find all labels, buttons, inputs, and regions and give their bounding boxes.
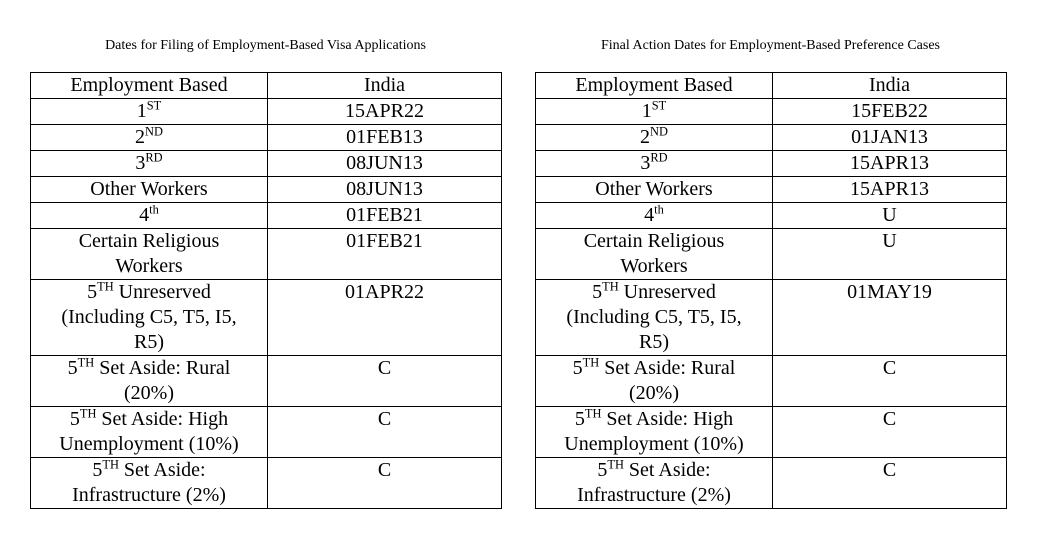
table-header-row [536, 73, 1007, 99]
category-cell: 3RD [31, 151, 268, 177]
category-cell: Other Workers [31, 177, 268, 203]
value-cell: C [268, 407, 502, 458]
column-header-india: India [773, 73, 1007, 99]
table-row [31, 458, 502, 509]
column-header-india: India [268, 73, 502, 99]
table-row [536, 407, 1007, 458]
table-row [536, 99, 1007, 125]
value-cell: 08JUN13 [268, 151, 502, 177]
final-action-dates-panel [535, 38, 1006, 509]
category-cell: 5TH Unreserved (Including C5, T5, I5, R5) [536, 280, 773, 356]
value-cell: C [773, 458, 1007, 509]
value-cell: 01MAY19 [773, 280, 1007, 356]
value-cell: U [773, 203, 1007, 229]
category-cell: 4th [31, 203, 268, 229]
filing-dates-title: Dates for Filing of Employment-Based Visa Applications [105, 38, 426, 53]
category-cell: Certain Religious Workers [536, 229, 773, 280]
table-row [31, 407, 502, 458]
table-row [536, 356, 1007, 407]
table-row [31, 356, 502, 407]
category-cell: 3RD [536, 151, 773, 177]
category-cell: 5TH Unreserved (Including C5, T5, I5, R5) [31, 280, 268, 356]
table-row [536, 125, 1007, 151]
value-cell: C [268, 458, 502, 509]
value-cell: C [773, 407, 1007, 458]
table-row [536, 229, 1007, 280]
filing-dates-panel [30, 38, 501, 509]
table-row [31, 229, 502, 280]
table-row [31, 151, 502, 177]
category-cell: 5TH Set Aside: High Unemployment (10%) [31, 407, 268, 458]
category-cell: 5TH Set Aside: Infrastructure (2%) [536, 458, 773, 509]
table-row [536, 177, 1007, 203]
category-cell: 2ND [536, 125, 773, 151]
final-action-dates-table [535, 72, 1007, 509]
category-cell: 4th [536, 203, 773, 229]
value-cell: 01APR22 [268, 280, 502, 356]
final-action-dates-title: Final Action Dates for Employment-Based Preference Cases [600, 38, 940, 53]
table-row [536, 280, 1007, 356]
category-cell: Other Workers [536, 177, 773, 203]
value-cell: 15APR22 [268, 99, 502, 125]
table-row [31, 125, 502, 151]
value-cell: 01FEB13 [268, 125, 502, 151]
table-row [31, 280, 502, 356]
category-cell: 5TH Set Aside: Rural (20%) [536, 356, 773, 407]
column-header-employment-based: Employment Based [31, 73, 268, 99]
value-cell: C [773, 356, 1007, 407]
value-cell: 01FEB21 [268, 203, 502, 229]
table-row [31, 203, 502, 229]
category-cell: 5TH Set Aside: Rural (20%) [31, 356, 268, 407]
table-row [536, 151, 1007, 177]
category-cell: 5TH Set Aside: Infrastructure (2%) [31, 458, 268, 509]
category-cell: 1ST [536, 99, 773, 125]
filing-dates-table [30, 72, 502, 509]
value-cell: 01JAN13 [773, 125, 1007, 151]
value-cell: C [268, 356, 502, 407]
table-row [31, 177, 502, 203]
value-cell: U [773, 229, 1007, 280]
value-cell: 15APR13 [773, 151, 1007, 177]
table-row [536, 458, 1007, 509]
category-cell: 5TH Set Aside: High Unemployment (10%) [536, 407, 773, 458]
value-cell: 08JUN13 [268, 177, 502, 203]
category-cell: 2ND [31, 125, 268, 151]
column-header-employment-based: Employment Based [536, 73, 773, 99]
table-header-row [31, 73, 502, 99]
category-cell: 1ST [31, 99, 268, 125]
value-cell: 15APR13 [773, 177, 1007, 203]
value-cell: 15FEB22 [773, 99, 1007, 125]
value-cell: 01FEB21 [268, 229, 502, 280]
table-row [31, 99, 502, 125]
category-cell: Certain Religious Workers [31, 229, 268, 280]
table-row [536, 203, 1007, 229]
